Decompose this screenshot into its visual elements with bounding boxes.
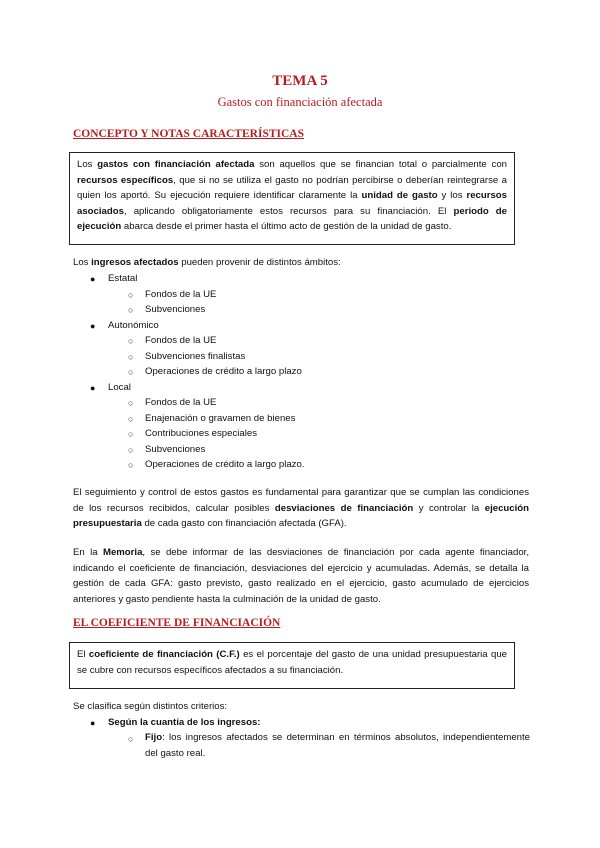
text: Los	[73, 257, 92, 268]
text: y los	[437, 190, 467, 202]
bullet-icon: ●	[90, 274, 96, 284]
coeficiente-definition-box	[69, 642, 515, 689]
text: En la	[73, 547, 103, 558]
paragraph-memoria	[73, 545, 529, 607]
text: pueden provenir de distintos ámbitos:	[178, 257, 341, 268]
text: , se debe informar de las desviaciones de financiación por cada agente financiador, indicando el coeficiente de financiación, desviaciones del ejercicio y acumuladas. Además, se detalla la gestión de cada GFA: gasto previsto, gasto realizado en el ejercicio, gasto acumulado de ejercicios anteriores y gasto pendiente hasta la culminación de la unidad de gasto.	[73, 547, 529, 605]
bold-term: Fijo	[145, 732, 163, 743]
sub-item-text: Enajenación o gravamen de bienes	[145, 413, 296, 424]
circle-bullet-icon: ○	[128, 460, 134, 470]
sub-item-text: Fondos de la UE	[145, 397, 217, 408]
page-subtitle: Gastos con financiación afectada	[217, 95, 383, 109]
definition-box	[69, 152, 515, 245]
circle-bullet-icon: ○	[128, 352, 134, 362]
bold-term: recursos asociados	[77, 190, 507, 217]
circle-bullet-icon: ○	[128, 367, 134, 377]
text: , aplicando obligatoriamente estos recursos para su financiación. El	[123, 205, 454, 217]
circle-bullet-icon: ○	[128, 429, 134, 439]
text: es el porcentaje del gasto de una unidad presupuestaria que se cubre con recursos específicos afectados a su financiación.	[77, 649, 507, 676]
text: abarca desde el primer hasta el último acto de gestión de la unidad de gasto.	[121, 221, 452, 233]
bold-term: Memoria	[102, 547, 143, 558]
sub-item-text: Operaciones de crédito a largo plazo.	[145, 459, 305, 470]
sub-item-text: Subvenciones finalistas	[145, 351, 246, 362]
circle-bullet-icon: ○	[128, 336, 134, 346]
text: son aquellos que se financian total o parcialmente con	[254, 159, 507, 170]
sub-item-text: Contribuciones especiales	[145, 428, 257, 439]
circle-bullet-icon: ○	[128, 305, 134, 315]
bold-term: ingresos afectados	[91, 257, 179, 268]
sub-item-text: Subvenciones	[145, 304, 206, 315]
circle-bullet-icon: ○	[128, 734, 134, 744]
paragraph-seguimiento	[73, 485, 529, 532]
bold-term: periodo de ejecución	[77, 205, 507, 233]
circle-bullet-icon: ○	[128, 445, 134, 455]
bullet-icon: ●	[90, 718, 96, 728]
bold-term: gastos con financiación afectada	[97, 159, 255, 170]
ambito-label: Autonómico	[108, 320, 159, 331]
ambito-label: Estatal	[108, 273, 138, 284]
ingresos-intro	[73, 255, 529, 271]
bold-term: unidad de gasto	[361, 190, 438, 202]
bullet-icon: ●	[90, 383, 96, 393]
bold-term: desviaciones de financiación	[274, 502, 414, 514]
circle-bullet-icon: ○	[128, 290, 134, 300]
bold-term: ejecución presupuestaria	[73, 502, 529, 530]
circle-bullet-icon: ○	[128, 414, 134, 424]
text: Los	[77, 159, 98, 170]
text: El	[77, 649, 89, 660]
text: de cada gasto con financiación afectada (GFA).	[141, 518, 347, 530]
section-heading-coeficiente: EL COEFICIENTE DE FINANCIACIÓN	[73, 617, 281, 629]
bold-term: recursos específicos	[77, 174, 174, 186]
section-heading-concepto: CONCEPTO Y NOTAS CARACTERÍSTICAS	[73, 128, 304, 140]
circle-bullet-icon: ○	[128, 398, 134, 408]
text: : los ingresos afectados se determinan en términos absolutos, independientemente del gasto real.	[145, 732, 530, 759]
bullet-icon: ●	[90, 321, 96, 331]
text: y controlar la	[413, 502, 485, 514]
sub-item-text: Operaciones de crédito a largo plazo	[145, 366, 302, 377]
text: El seguimiento y control de estos gastos es fundamental para garantizar que se cumplan las condiciones de los recursos recibidos, calcular posibles	[73, 487, 529, 514]
sub-item-text: Subvenciones	[145, 444, 206, 455]
criterio-label: Según la cuantía de los ingresos:	[108, 717, 261, 728]
text: , que si no se utiliza el gasto no podrían percibirse o deberían reintegrarse a quien los aportó. Su ejecución requiere identificar claramente la	[77, 174, 507, 202]
fijo-item	[145, 730, 530, 761]
criterios-intro: Se clasifica según distintos criterios:	[73, 701, 228, 712]
page-title: TEMA 5	[272, 73, 328, 89]
ambito-label: Local	[108, 382, 131, 393]
sub-item-text: Fondos de la UE	[145, 289, 217, 300]
bold-term: coeficiente de financiación (C.F.)	[88, 649, 240, 660]
sub-item-text: Fondos de la UE	[145, 335, 217, 346]
